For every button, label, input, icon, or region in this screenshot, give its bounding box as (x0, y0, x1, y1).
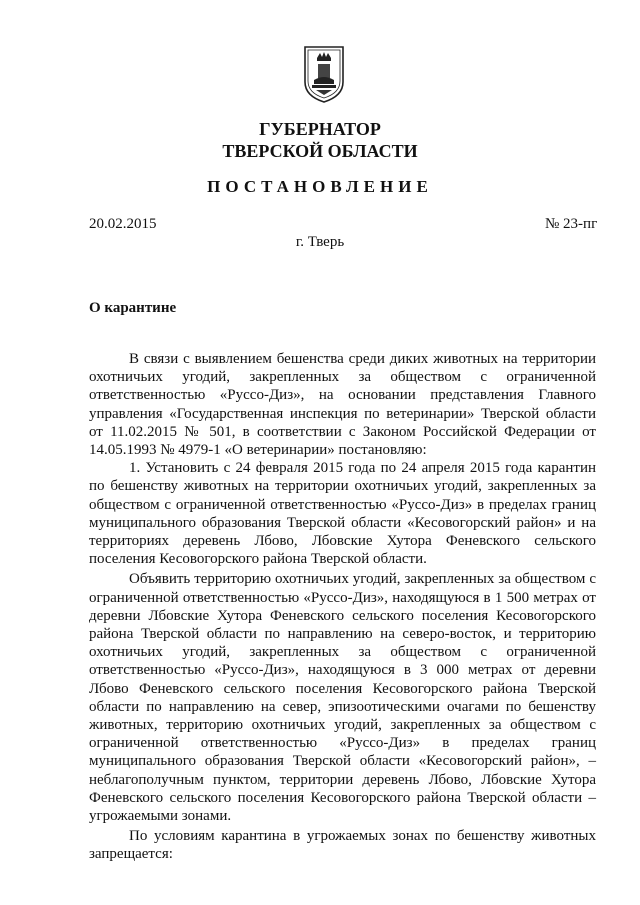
paragraph-item-1: 1. Установить с 24 февраля 2015 года по 24 апреля 2015 года карантин по бешенству животных на территории охотничьих угодий, закрепленных за обществом с ограниченной ответственностью «Руссо-Диз» в пределах границ муниципального образования Тверской области «Кесовогорский район» и на территориях деревень Лбово, Лбовские Хутора Феневского сельского поселения Кесовогорского района Тверской области. (89, 460, 596, 568)
paragraph-declaration: Объявить территорию охотничьих угодий, закрепленных за обществом с ограниченной ответственностью «Руссо-Диз», находящуюся в 1 500 метрах от деревни Лбовские Хутора Феневского сельского поселения Кесовогорского района Тверской области по направлению на северо-восток, и территорию охотничьих угодий, закрепленных за обществом с ограниченной ответственностью «Руссо-Диз», находящуюся в 3 000 метрах от деревни Лбово Феневского сельского поселения Кесовогорского района Тверской области по направлению на север, эпизоотическими очагами по бешенству животных, территорию охотничьих угодий, закрепленных за обществом с ограниченной ответственностью «Руссо-Диз» в пределах границ муниципального образования Тверской области «Кесовогорский район», – неблагополучным пунктом, территории деревень Лбово, Лбовские Хутора Феневского сельского поселения Кесовогорского района Тверской области – угрожаемыми зонами. (89, 571, 596, 825)
coat-of-arms-icon (302, 44, 346, 104)
document-number: № 23-пг (545, 216, 598, 232)
issuer-title-line1: ГУБЕРНАТОР (259, 119, 381, 139)
document-body (89, 350, 596, 864)
paragraph-preamble: В связи с выявлением бешенства среди диких животных на территории охотничьих угодий, закрепленных за обществом с ограниченной ответственностью «Руссо-Диз», на основании представления Главного управления «Государственная инспекция по ветеринарии» Тверской области от 11.02.2015 № 501, в соответствии с Законом Российской Федерации от 14.05.1993 № 4979-1 «О ветеринарии» постановляю: (89, 351, 596, 459)
document-city: г. Тверь (295, 234, 345, 250)
document-date: 20.02.2015 (89, 216, 157, 232)
document-subject: О карантине (89, 300, 177, 316)
paragraph-restrictions: По условиям карантина в угрожаемых зонах по бешенству животных запрещается: (89, 828, 596, 863)
document-type: ПОСТАНОВЛЕНИЕ (207, 177, 433, 196)
issuer-title-line2: ТВЕРСКОЙ ОБЛАСТИ (222, 141, 418, 161)
